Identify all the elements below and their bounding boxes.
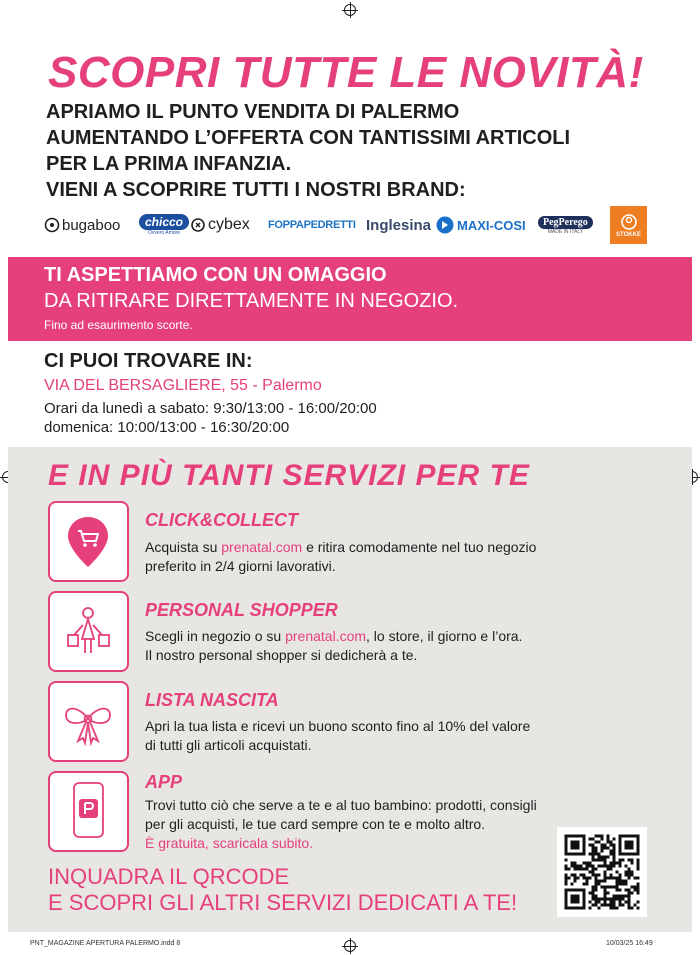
brand-cybex-logo: cybex: [190, 206, 250, 244]
smartphone-icon: [48, 771, 129, 852]
service-personal-shopper-desc: Scegli in negozio o su prenatal.com, lo store, il giorno e l’ora. Il nostro personal shopper si dedicherà a te.: [145, 628, 523, 663]
prenatal-link[interactable]: prenatal.com: [221, 539, 303, 555]
location-title: CI PUOI TROVARE IN:: [44, 350, 253, 372]
shopper-icon: [48, 591, 129, 672]
service-personal-shopper-title: PERSONAL SHOPPER: [145, 600, 338, 620]
intro-line: VIENI A SCOPRIRE TUTTI I NOSTRI BRAND:: [46, 179, 466, 201]
registration-mark-top: [344, 4, 356, 16]
gift-line-2: DA RITIRARE DIRETTAMENTE IN NEGOZIO.: [44, 290, 459, 312]
intro-line: AUMENTANDO L’OFFERTA CON TANTISSIMI ARTICOLI: [46, 127, 571, 149]
brand-bugaboo-logo: bugaboo: [44, 206, 120, 244]
brand-inglesina-logo: Inglesina: [366, 216, 432, 234]
service-app-title: APP: [145, 772, 183, 792]
brand-foppapedretti-logo: FOPPAPEDRETTI: [268, 219, 356, 231]
service-lista-nascita-desc: Apri la tua lista e ricevi un buono sconto fino al 10% del valore di tutti gli articoli acquistati.: [145, 718, 531, 753]
gift-note: Fino ad esaurimento scorte.: [44, 318, 193, 332]
service-app-desc: Trovi tutto ciò che serve a te e al tuo bambino: prodotti, consigli per gli acquisti, le tue card sempre con te e molto altro. È gratuita, scaricala subito.: [145, 797, 537, 851]
service-click-collect-title: CLICK&COLLECT: [145, 510, 298, 530]
brand-chicco-logo: chicco Ovvero Amore: [139, 206, 189, 244]
store-address: VIA DEL BERSAGLIERE, 55 - Palermo: [44, 377, 322, 394]
gift-line-1: TI ASPETTIAMO CON UN OMAGGIO: [44, 264, 387, 286]
location-cart-icon: [48, 501, 129, 582]
hours-sunday: domenica: 10:00/13:00 - 16:30/20:00: [44, 419, 290, 436]
service-click-collect-desc: Acquista su prenatal.com e ritira comodamente nel tuo negozio preferito in 2/4 giorni lavorativi.: [145, 539, 537, 574]
qr-call-to-action: INQUADRA IL QRCODE E SCOPRI GLI ALTRI SERVIZI DEDICATI A TE!: [48, 864, 518, 915]
intro-text: [46, 99, 570, 203]
brand-maxicosi-logo: MAXI-COSI: [436, 206, 526, 244]
print-file-label: PNT_MAGAZINE APERTURA PALERMO.indd 8: [30, 940, 181, 947]
intro-line: PER LA PRIMA INFANZIA.: [46, 153, 292, 175]
brand-logos: [44, 206, 654, 244]
registration-mark-bottom: [344, 940, 356, 952]
bow-icon: [48, 681, 129, 762]
prenatal-link[interactable]: prenatal.com: [285, 628, 367, 644]
headline: SCOPRI TUTTE LE NOVITÀ!: [48, 48, 644, 97]
brand-pegperego-logo: PegPerego MADE IN ITALY: [538, 206, 593, 244]
services-title: E IN PIÙ TANTI SERVIZI PER TE: [48, 459, 530, 492]
qr-code[interactable]: [557, 827, 647, 917]
service-lista-nascita-title: LISTA NASCITA: [145, 690, 279, 710]
hours-weekday: Orari da lunedì a sabato: 9:30/13:00 - 16:00/20:00: [44, 400, 377, 417]
intro-line: APRIAMO IL PUNTO VENDITA DI PALERMO: [46, 101, 460, 123]
print-date-label: 10/03/25 16:49: [606, 940, 653, 947]
brand-stokke-logo: STOKKE: [610, 206, 647, 244]
